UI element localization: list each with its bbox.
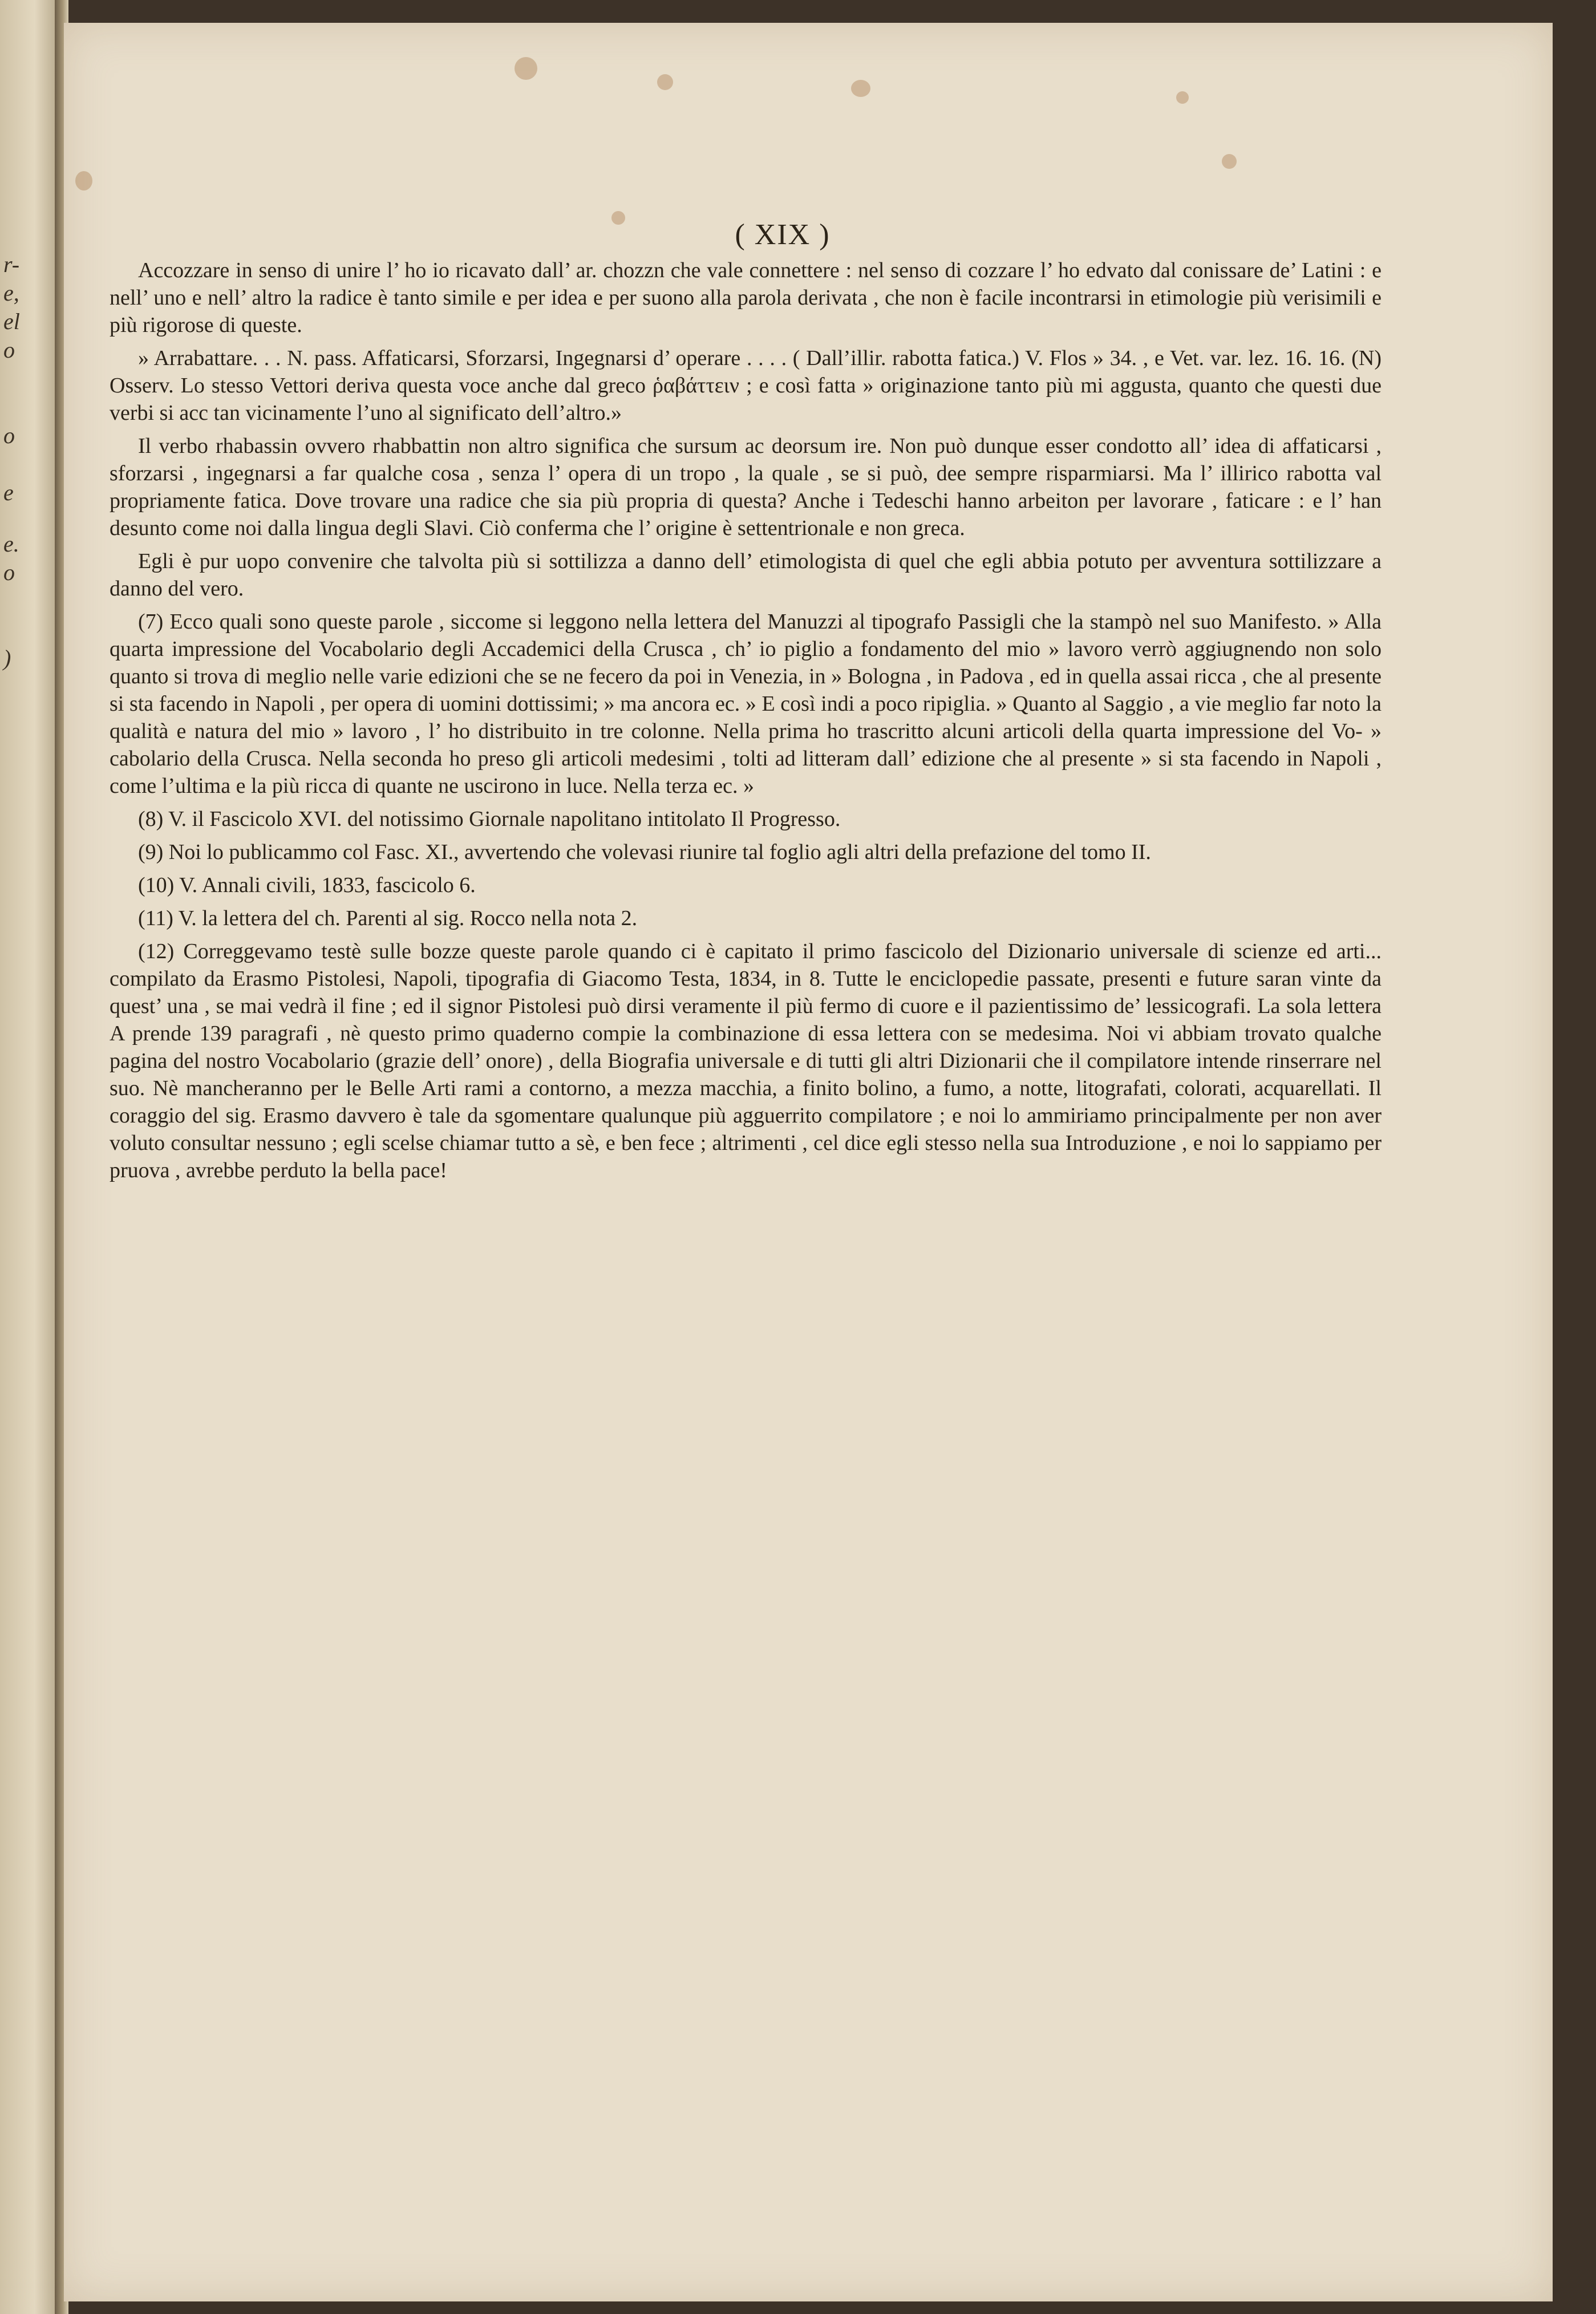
- foxing-spot: [1222, 154, 1237, 169]
- paragraph: Egli è pur uopo convenire che talvolta più si sottilizza a danno dell’ etimologista di quel che egli abbia potuto per avventura sottilizzare a danno del vero.: [110, 549, 1382, 601]
- left-page-fragment: e.: [3, 531, 19, 557]
- paragraph: Accozzare in senso di unire l’ ho io ricavato dall’ ar. chozzn che vale connettere : nel senso di cozzare l’ ho edvato dal conissare de’ Latini : e nell’ uno e nell’ altro la radice è tanto simile e per idea e per suono alla parola derivata , che non è facile incontrarsi in etimologie più verisimili e più rigorose di queste.: [110, 258, 1382, 337]
- left-page-fragment: o: [3, 337, 15, 363]
- footnote: (12) Correggevamo testè sulle bozze queste parole quando ci è capitato il primo fascicolo del Dizionario universale di scienze ed arti... compilato da Erasmo Pistolesi, Napoli, tipografia di Giacomo Testa, 1834, in 8. Tutte le enciclopedie passate, presenti e future saran vinte da quest’ una , se mai vedrà il fine ; ed il signor Pistolesi può dirsi veramente il più fermo di cuore e il pazientissimo de’ lessicografi. La sola lettera A prende 139 paragrafi , nè questo primo quaderno compie la combinazione di essa lettera con se medesima. Noi vi abbiam trovato qualche pagina del nostro Vocabolario (grazie dell’ onore) , della Biografia universale e di tutti gli altri Dizionarii che il compilatore intende rinserrare nel suo. Nè mancheranno per le Belle Arti rami a contorno, a mezza macchia, a finito bolino, a fumo, a notte, litografati, colorati, acquarellati. Il coraggio del sig. Erasmo davvero è tale da sgomentare qualunque più agguerrito compilatore ; e noi lo ammiriamo principalmente per non aver voluto consultar nessuno ; egli scelse chiamar tutto a sè, e ben fece ; altrimenti , cel dice egli stesso nella sua Introduzione , e noi lo sappiamo per pruova , avrebbe perduto la bella pace!: [110, 939, 1382, 1182]
- paragraph: Il verbo rhabassin ovvero rhabbattin non altro significa che sursum ac deorsum ire. Non può dunque esser condotto all’ idea di affaticarsi , sforzarsi , ingegnarsi a far qualche cosa , senza l’ opera di un tropo , la quale , se si può, dee sempre risparmiarsi. Ma l’ illirico rabotta val propriamente fatica. Dove trovare una radice che sia più propria di questa? Anche i Tedeschi hanno arbeiton per lavorare , faticare : e l’ han desunto come noi dalla lingua degli Slavi. Ciò conferma che l’ origine è settentrionale e non greca.: [110, 434, 1382, 540]
- foxing-spot: [851, 80, 870, 97]
- footnote: (8) V. il Fascicolo XVI. del notissimo Giornale napolitano intitolato Il Progresso.: [138, 807, 841, 831]
- left-page-fragment: o: [3, 423, 15, 448]
- footnote: (10) V. Annali civili, 1833, fascicolo 6.: [138, 873, 476, 897]
- foxing-spot: [611, 211, 625, 225]
- foxing-spot: [515, 57, 537, 80]
- left-page-fragment: e: [3, 480, 14, 505]
- foxing-spot: [657, 74, 673, 90]
- footnote: (9) Noi lo publicammo col Fasc. XI., avvertendo che volevasi riunire tal foglio agli altri della prefazione del tomo II.: [138, 840, 1151, 864]
- foxing-spot: [75, 171, 92, 191]
- left-page-fragment: r-: [3, 252, 20, 277]
- left-page-fragment: el: [3, 309, 20, 334]
- book-page: [64, 23, 1553, 2301]
- page-body: [110, 257, 1382, 1190]
- foxing-spot: [1176, 91, 1189, 104]
- footnote: (11) V. la lettera del ch. Parenti al sig. Rocco nella nota 2.: [138, 906, 638, 930]
- paragraph: » Arrabattare. . . N. pass. Affaticarsi, Sforzarsi, Ingegnarsi d’ operare . . . . ( Dall’illir. rabotta fatica.) V. Flos » 34. , e Vet. var. lez. 16. 16. (N) Osserv. Lo stesso Vettori deriva questa voce anche dal greco ῥαβάττειν ; e così fatta » originazione tanto più mi aggusta, quanto che questi due verbi si acc tan vicinamente l’uno al significato dell’altro.»: [110, 346, 1382, 425]
- left-page-fragment: o: [3, 560, 15, 585]
- left-page-fragment: ): [3, 645, 11, 671]
- left-page-edge: [0, 0, 63, 2314]
- left-page-fragment: e,: [3, 280, 19, 306]
- page-number: ( XIX ): [735, 218, 831, 251]
- footnote: (7) Ecco quali sono queste parole , siccome si leggono nella lettera del Manuzzi al tipografo Passigli che la stampò nel suo Manifesto. » Alla quarta impressione del Vocabolario degli Accademici della Crusca , ch’ io piglio a fondamento del mio » lavoro verrò aggiugnendo non solo quanto si trova di meglio nelle varie edizioni che se ne fecero da poi in Venezia, in » Bologna , in Padova , ed in quella assai ricca , che al presente si sta facendo in Napoli , per opera di uomini dottissimi; » ma ancora ec. » E così indi a poco ripiglia. » Quanto al Saggio , a vie meglio far noto la qualità e natura del mio » lavoro , l’ ho distribuito in tre colonne. Nella prima ho trascritto alcuni articoli della quarta impressione del Vo- » cabolario della Crusca. Nella seconda ho preso gli articoli medesimi , tolti ad litteram dall’ edizione che al presente » si sta facendo in Napoli , come l’ultima e la più ricca di quante ne uscirono in luce. Nella terza ec. »: [110, 610, 1382, 798]
